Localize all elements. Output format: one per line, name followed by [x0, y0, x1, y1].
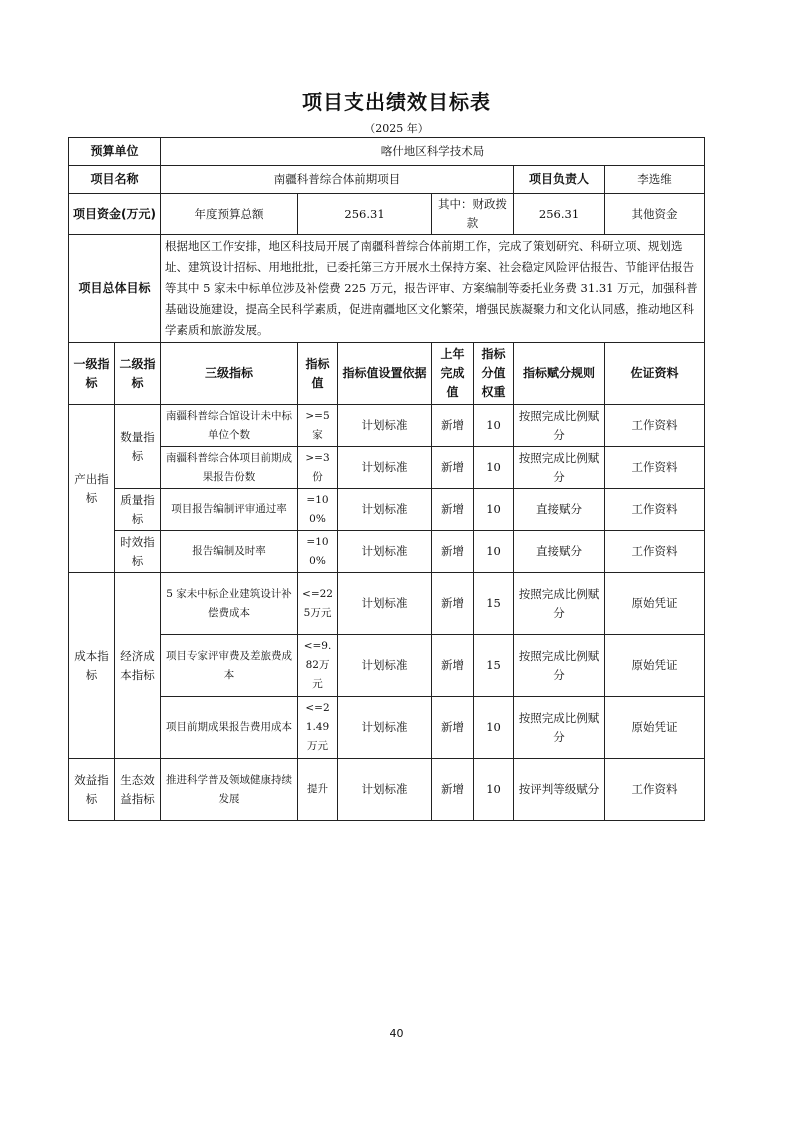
row-last: 新增: [432, 447, 474, 489]
row-evidence: 工作资料: [605, 447, 705, 489]
table-row: [69, 531, 705, 573]
row-value: <=9.82万元: [298, 635, 338, 697]
group-cost: 成本指标: [69, 573, 115, 759]
table-row: [69, 697, 705, 759]
annual-label: 年度预算总额: [161, 194, 298, 235]
page-number: 40: [389, 1027, 404, 1040]
row-evidence: 工作资料: [605, 489, 705, 531]
row-l3: 推进科学普及领域健康持续发展: [161, 759, 298, 821]
header-l3: 三级指标: [161, 343, 298, 405]
row-l3: 南疆科普综合体项目前期成果报告份数: [161, 447, 298, 489]
row-rule: 按照完成比例赋分: [514, 697, 605, 759]
info-row-goal: [69, 235, 705, 343]
row-weight: 10: [474, 697, 514, 759]
row-l3: 项目专家评审费及差旅费成本: [161, 635, 298, 697]
row-basis: 计划标准: [338, 489, 432, 531]
row-rule: 直接赋分: [514, 489, 605, 531]
row-basis: 计划标准: [338, 759, 432, 821]
table-row: [69, 489, 705, 531]
header-row: [69, 343, 705, 405]
row-weight: 15: [474, 573, 514, 635]
row-weight: 15: [474, 635, 514, 697]
row-evidence: 原始凭证: [605, 573, 705, 635]
header-evidence: 佐证资料: [605, 343, 705, 405]
row-value: >=5家: [298, 405, 338, 447]
row-rule: 按评判等级赋分: [514, 759, 605, 821]
row-evidence: 工作资料: [605, 405, 705, 447]
fiscal-value: 256.31: [514, 194, 605, 235]
year-label: （2025 年）: [364, 122, 429, 135]
header-weight: 指标分值权重: [474, 343, 514, 405]
row-evidence: 原始凭证: [605, 635, 705, 697]
group-output: 产出指标: [69, 405, 115, 573]
header-basis: 指标值设置依据: [338, 343, 432, 405]
row-l3: 项目前期成果报告费用成本: [161, 697, 298, 759]
row-value: 提升: [298, 759, 338, 821]
row-basis: 计划标准: [338, 405, 432, 447]
header-last: 上年完成值: [432, 343, 474, 405]
leader-label: 项目负责人: [514, 166, 605, 194]
page-title: 项目支出绩效目标表: [302, 90, 491, 114]
row-rule: 按照完成比例赋分: [514, 635, 605, 697]
table-row: [69, 447, 705, 489]
table-row: [69, 759, 705, 821]
row-basis: 计划标准: [338, 635, 432, 697]
group-ecological: 生态效益指标: [115, 759, 161, 821]
row-basis: 计划标准: [338, 573, 432, 635]
leader-value: 李选维: [605, 166, 705, 194]
header-value: 指标值: [298, 343, 338, 405]
info-row-unit: [69, 138, 705, 166]
row-rule: 直接赋分: [514, 531, 605, 573]
row-last: 新增: [432, 759, 474, 821]
row-evidence: 原始凭证: [605, 697, 705, 759]
row-last: 新增: [432, 489, 474, 531]
row-weight: 10: [474, 531, 514, 573]
row-rule: 按照完成比例赋分: [514, 573, 605, 635]
other-label: 其他资金: [605, 194, 705, 235]
header-l2: 二级指标: [115, 343, 161, 405]
row-last: 新增: [432, 573, 474, 635]
group-quality: 质量指标: [115, 489, 161, 531]
row-weight: 10: [474, 759, 514, 821]
unit-label: 预算单位: [69, 138, 161, 166]
row-value: <=21.49万元: [298, 697, 338, 759]
group-timeliness: 时效指标: [115, 531, 161, 573]
table-row: [69, 405, 705, 447]
row-l3: 报告编制及时率: [161, 531, 298, 573]
info-row-name: [69, 166, 705, 194]
group-benefit: 效益指标: [69, 759, 115, 821]
row-rule: 按照完成比例赋分: [514, 447, 605, 489]
goal-label: 项目总体目标: [69, 235, 161, 343]
fiscal-label: 其中：财政拨款: [432, 194, 514, 235]
row-l3: 南疆科普综合馆设计未中标单位个数: [161, 405, 298, 447]
group-quantity: 数量指标: [115, 405, 161, 489]
row-weight: 10: [474, 489, 514, 531]
row-l3: 5 家未中标企业建筑设计补偿费成本: [161, 573, 298, 635]
annual-value: 256.31: [298, 194, 432, 235]
row-value: >=3份: [298, 447, 338, 489]
row-value: =100%: [298, 489, 338, 531]
performance-table: [68, 137, 705, 821]
row-basis: 计划标准: [338, 531, 432, 573]
goal-text: 根据地区工作安排，地区科技局开展了南疆科普综合体前期工作，完成了策划研究、科研立项、规划选址、建筑设计招标、用地批批，已委托第三方开展水土保持方案、社会稳定风险评估报告、节能评估报告等其中 5 家未中标单位涉及补偿费 225 万元，报告评审、方案编制等委托业务费 31.31 万元，加强科普基础设施建设，提高全民科学素质，促进南疆地区文化繁荣，增强民族凝聚力和文化认同感，推动地区科学素质和旅游发展。: [161, 235, 705, 343]
table-row: [69, 573, 705, 635]
row-last: 新增: [432, 697, 474, 759]
header-rule: 指标赋分规则: [514, 343, 605, 405]
row-value: =100%: [298, 531, 338, 573]
row-weight: 10: [474, 405, 514, 447]
fund-label: 项目资金(万元): [69, 194, 161, 235]
header-l1: 一级指标: [69, 343, 115, 405]
row-last: 新增: [432, 405, 474, 447]
group-economic: 经济成本指标: [115, 573, 161, 759]
row-basis: 计划标准: [338, 697, 432, 759]
row-evidence: 工作资料: [605, 759, 705, 821]
table-row: [69, 635, 705, 697]
row-weight: 10: [474, 447, 514, 489]
info-row-fund: [69, 194, 705, 235]
row-l3: 项目报告编制评审通过率: [161, 489, 298, 531]
row-last: 新增: [432, 635, 474, 697]
row-evidence: 工作资料: [605, 531, 705, 573]
row-last: 新增: [432, 531, 474, 573]
row-rule: 按照完成比例赋分: [514, 405, 605, 447]
name-label: 项目名称: [69, 166, 161, 194]
name-value: 南疆科普综合体前期项目: [161, 166, 514, 194]
row-value: <=225万元: [298, 573, 338, 635]
row-basis: 计划标准: [338, 447, 432, 489]
unit-value: 喀什地区科学技术局: [161, 138, 705, 166]
